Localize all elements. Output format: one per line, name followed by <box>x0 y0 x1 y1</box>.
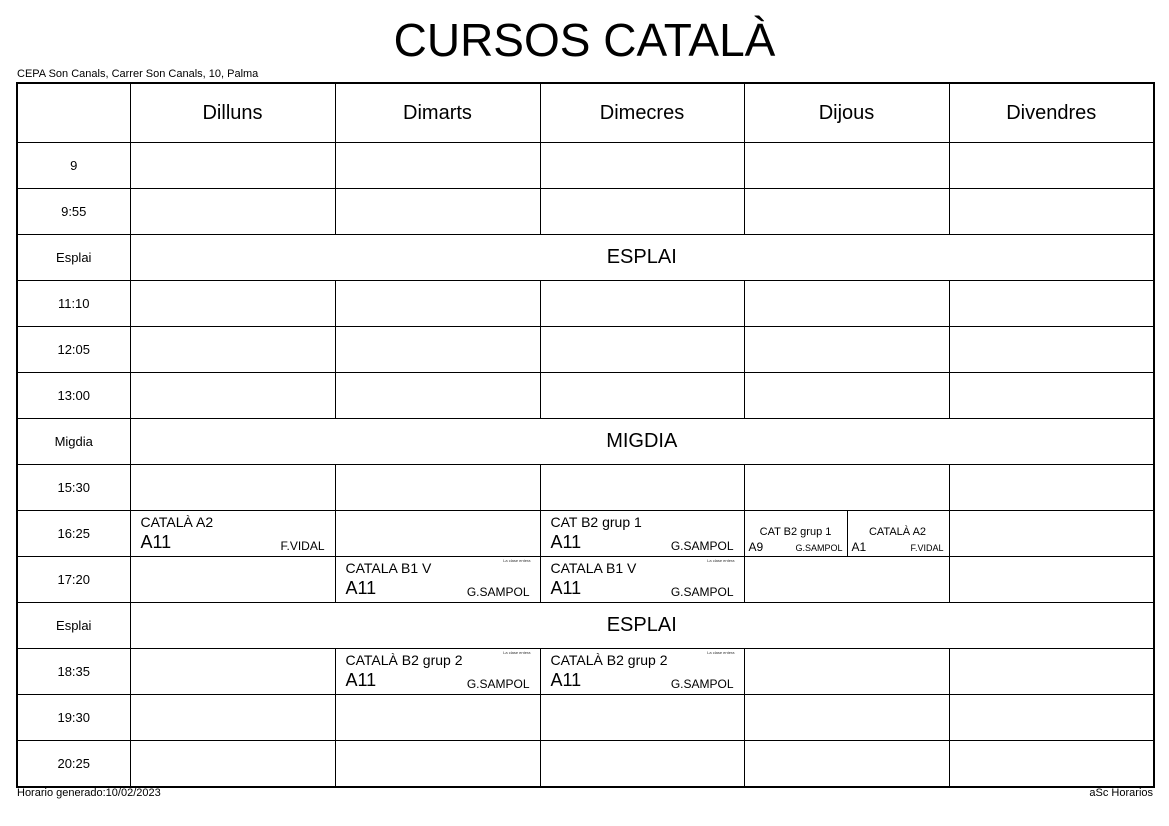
time-label: 16:25 <box>17 511 130 557</box>
empty-cell <box>335 511 540 557</box>
empty-cell <box>949 327 1154 373</box>
empty-cell <box>744 557 949 603</box>
table-row <box>17 143 1154 189</box>
table-row <box>17 235 1154 281</box>
lesson-teacher: G.SAMPOL <box>466 677 530 691</box>
time-label: 20:25 <box>17 741 130 788</box>
lesson-teacher: G.SAMPOL <box>466 585 530 599</box>
generated-date: Horario generado:10/02/2023 <box>17 787 161 799</box>
lesson-room: A1 <box>851 540 867 554</box>
lesson-room: A11 <box>345 578 377 598</box>
empty-cell <box>744 465 949 511</box>
empty-cell <box>744 281 949 327</box>
break-migdia: MIGDIA <box>130 419 1154 465</box>
empty-cell <box>130 373 335 419</box>
header-row <box>17 83 1154 143</box>
lesson-cell <box>540 557 744 603</box>
day-header-fri: Divendres <box>949 83 1154 143</box>
table-row <box>17 511 1154 557</box>
table-row <box>17 373 1154 419</box>
lesson-room: A11 <box>550 670 582 690</box>
empty-cell <box>949 281 1154 327</box>
day-header-tue: Dimarts <box>335 83 540 143</box>
empty-cell <box>540 281 744 327</box>
lesson-cell <box>335 557 540 603</box>
lesson-teacher: G.SAMPOL <box>670 585 734 599</box>
break-esplai: ESPLAI <box>130 603 1154 649</box>
lesson-subject: CATALÀ B2 grup 2 <box>550 652 668 668</box>
lesson-subject: CATALÀ A2 <box>140 514 214 530</box>
empty-cell <box>335 695 540 741</box>
table-row <box>17 741 1154 788</box>
table-row <box>17 281 1154 327</box>
lesson-subject: CAT B2 grup 1 <box>759 526 832 538</box>
lesson-teacher: F.VIDAL <box>280 539 325 553</box>
empty-cell <box>744 189 949 235</box>
lesson-subject: CATALA B1 V <box>345 560 432 576</box>
empty-cell <box>744 649 949 695</box>
lesson-cell <box>540 649 744 695</box>
empty-cell <box>949 695 1154 741</box>
lesson-subject: CATALÀ A2 <box>868 526 927 538</box>
empty-cell <box>335 741 540 788</box>
lesson-note: La clase entera <box>707 558 735 563</box>
brand-label: aSc Horarios <box>1089 787 1153 799</box>
empty-cell <box>540 189 744 235</box>
empty-cell <box>949 557 1154 603</box>
empty-cell <box>130 465 335 511</box>
empty-cell <box>540 143 744 189</box>
table-row <box>17 419 1154 465</box>
empty-cell <box>130 189 335 235</box>
table-row <box>17 189 1154 235</box>
time-label: 19:30 <box>17 695 130 741</box>
lesson-group-a <box>745 511 848 556</box>
lesson-group-b <box>848 511 948 556</box>
empty-cell <box>949 373 1154 419</box>
table-row <box>17 649 1154 695</box>
split-lesson-cell <box>744 511 949 557</box>
lesson-teacher: G.SAMPOL <box>670 677 734 691</box>
lesson-note: La clase entera <box>707 650 735 655</box>
time-label: 13:00 <box>17 373 130 419</box>
empty-cell <box>335 327 540 373</box>
lesson-room: A11 <box>345 670 377 690</box>
lesson-room: A9 <box>748 540 764 554</box>
lesson-note: La clase entera <box>503 650 531 655</box>
empty-cell <box>130 281 335 327</box>
time-label: 18:35 <box>17 649 130 695</box>
empty-cell <box>335 281 540 327</box>
empty-cell <box>540 373 744 419</box>
empty-cell <box>335 465 540 511</box>
day-header-wed: Dimecres <box>540 83 744 143</box>
lesson-cell <box>540 511 744 557</box>
lesson-room: A11 <box>140 532 172 552</box>
lesson-teacher: F.VIDAL <box>910 543 944 553</box>
empty-cell <box>949 511 1154 557</box>
empty-cell <box>540 465 744 511</box>
time-label: 17:20 <box>17 557 130 603</box>
time-label: Esplai <box>17 603 130 649</box>
day-header-thu: Dijous <box>744 83 949 143</box>
break-esplai: ESPLAI <box>130 235 1154 281</box>
lesson-cell <box>130 511 335 557</box>
school-address: CEPA Son Canals, Carrer Son Canals, 10, Palma <box>17 68 259 80</box>
table-row <box>17 557 1154 603</box>
time-label: Migdia <box>17 419 130 465</box>
empty-cell <box>949 143 1154 189</box>
lesson-subject: CAT B2 grup 1 <box>550 514 642 530</box>
empty-cell <box>130 143 335 189</box>
table-row <box>17 465 1154 511</box>
empty-cell <box>949 741 1154 788</box>
day-header-mon: Dilluns <box>130 83 335 143</box>
empty-cell <box>540 327 744 373</box>
empty-cell <box>744 695 949 741</box>
lesson-room: A11 <box>550 578 582 598</box>
table-row <box>17 695 1154 741</box>
empty-cell <box>744 143 949 189</box>
table-row <box>17 603 1154 649</box>
empty-cell <box>949 649 1154 695</box>
table-row <box>17 327 1154 373</box>
time-label: 9:55 <box>17 189 130 235</box>
time-label: 12:05 <box>17 327 130 373</box>
empty-cell <box>744 327 949 373</box>
lesson-note: La clase entera <box>503 558 531 563</box>
empty-cell <box>130 327 335 373</box>
corner-cell <box>17 83 130 143</box>
empty-cell <box>540 741 744 788</box>
lesson-subject: CATALÀ B2 grup 2 <box>345 652 463 668</box>
empty-cell <box>130 649 335 695</box>
empty-cell <box>335 143 540 189</box>
timetable <box>16 82 1155 788</box>
empty-cell <box>540 695 744 741</box>
empty-cell <box>335 373 540 419</box>
empty-cell <box>130 695 335 741</box>
lesson-cell <box>335 649 540 695</box>
empty-cell <box>744 373 949 419</box>
time-label: 11:10 <box>17 281 130 327</box>
empty-cell <box>335 189 540 235</box>
empty-cell <box>744 741 949 788</box>
empty-cell <box>130 557 335 603</box>
time-label: 15:30 <box>17 465 130 511</box>
lesson-teacher: G.SAMPOL <box>670 539 734 553</box>
empty-cell <box>130 741 335 788</box>
lesson-room: A11 <box>550 532 582 552</box>
empty-cell <box>949 465 1154 511</box>
time-label: Esplai <box>17 235 130 281</box>
page-title: CURSOS CATALÀ <box>393 14 776 66</box>
lesson-subject: CATALA B1 V <box>550 560 637 576</box>
empty-cell <box>949 189 1154 235</box>
lesson-teacher: G.SAMPOL <box>795 543 843 553</box>
time-label: 9 <box>17 143 130 189</box>
